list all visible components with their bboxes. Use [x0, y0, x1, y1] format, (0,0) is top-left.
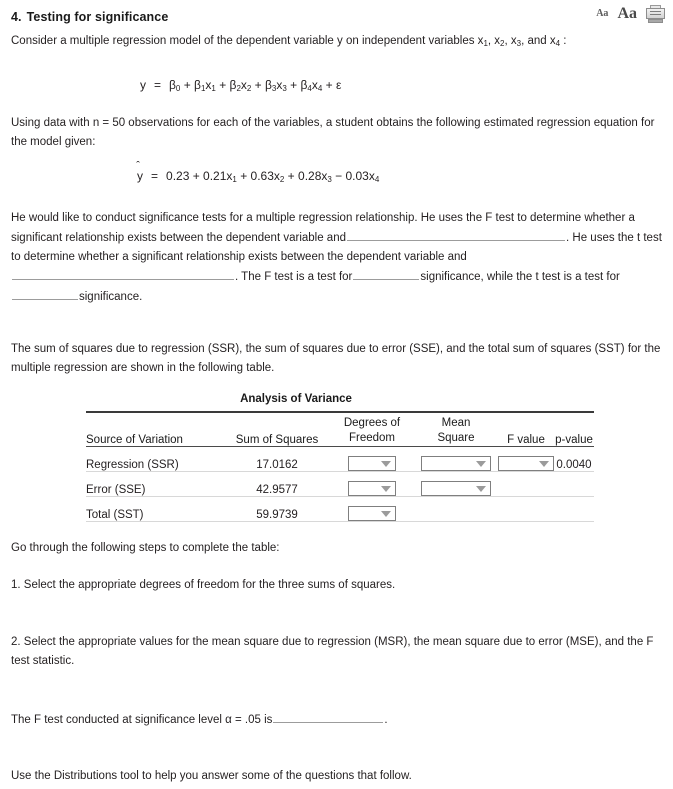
row-total-sst: 59.9739 — [224, 497, 330, 522]
dropdown-f-value[interactable] — [498, 456, 554, 471]
table-row — [86, 472, 594, 497]
step-1: 1. Select the appropriate degrees of freedom for the three sums of squares. — [11, 579, 396, 591]
f-test-conclusion-text: The F test conducted at significance level α = .05 is — [11, 714, 273, 726]
blank-f-test-significance-type[interactable] — [353, 267, 419, 280]
printer-icon-line-2 — [650, 14, 661, 15]
increase-font-size-button[interactable]: Aa — [617, 5, 637, 22]
chevron-down-icon — [539, 461, 549, 467]
header-p-value: p-value — [554, 416, 594, 447]
intro-var-4-sub: 4 — [555, 39, 561, 48]
step-2-line-2: and the F test statistic. — [11, 636, 654, 667]
row-error-p-value-empty — [554, 472, 594, 497]
steps-intro: Go through the following steps to complete the table: — [11, 542, 280, 554]
blanks-line-4-text-b: significance, while the t test is a test — [420, 271, 604, 283]
row-regression-p-value: 0.0040 — [554, 447, 594, 472]
sums-paragraph-line-1: The sum of squares due to regression (SSR), the sum of squares due to error (SSE), and the total sum of squares — [11, 343, 592, 355]
chevron-down-icon — [476, 486, 486, 492]
model-equals: = — [154, 78, 162, 92]
blank-f-test-target[interactable] — [347, 228, 565, 241]
dropdown-error-df[interactable] — [348, 481, 396, 496]
f-test-conclusion-period: . — [384, 714, 388, 726]
intro-var-2-sub: 2 — [500, 39, 505, 48]
row-regression-source: Regression (SSR) — [86, 447, 224, 472]
data-paragraph — [11, 114, 671, 152]
model-lhs: y — [140, 78, 146, 92]
printer-icon-output-tray — [648, 19, 663, 23]
estimated-equals: = — [151, 169, 159, 183]
table-header-row — [86, 416, 594, 447]
blanks-line-5-text-b: significance. — [79, 291, 143, 303]
blanks-line-3-text: He uses the t test to determine whether a significant relationship exists between the dependent variable and — [11, 232, 662, 263]
header-df-line-1: Degrees of — [343, 417, 401, 429]
chevron-down-icon — [381, 461, 391, 467]
blanks-line-4-text-a: . The F test is a test for — [235, 271, 353, 283]
chevron-down-icon — [476, 461, 486, 467]
estimated-regression-equation — [137, 169, 379, 183]
blanks-line-1: He would like to conduct significance tests for a multiple regression relationship. He uses the F test to determine — [11, 212, 582, 224]
anova-table — [86, 411, 594, 522]
f-test-conclusion — [11, 710, 388, 730]
intro-colon: : — [560, 35, 567, 47]
distributions-tool-note: Use the Distributions tool to help you answer some of the questions that follow. — [11, 770, 412, 782]
dropdown-error-mean-square[interactable] — [421, 481, 491, 496]
blank-f-test-conclusion[interactable] — [273, 710, 383, 723]
header-degrees-of-freedom — [330, 416, 414, 447]
blank-t-test-significance-type[interactable] — [12, 287, 78, 300]
table-row — [86, 447, 594, 472]
blanks-line-2-period: . — [566, 232, 570, 244]
dropdown-regression-mean-square[interactable] — [421, 456, 491, 471]
header-mean-square — [414, 416, 498, 447]
header-df-line-2: Freedom — [348, 432, 396, 444]
printer-icon-line-1 — [650, 11, 661, 12]
sums-paragraph-line-2: (SST) for the multiple regression are shown in the following table. — [11, 343, 661, 374]
dropdown-total-df[interactable] — [348, 506, 396, 521]
data-paragraph-line-2: equation for the model given: — [11, 117, 655, 148]
intro-var-1-sub: 1 — [483, 39, 488, 48]
question-header — [0, 0, 673, 34]
header-tools — [596, 5, 665, 23]
dropdown-regression-df[interactable] — [348, 456, 396, 471]
chevron-down-icon — [381, 486, 391, 492]
chevron-down-icon — [381, 511, 391, 517]
row-total-f-value-empty — [498, 497, 554, 522]
page-title — [11, 10, 168, 24]
decrease-font-size-button[interactable]: Aa — [596, 8, 609, 19]
table-row — [86, 497, 594, 522]
question-title-text: Testing for significance — [26, 10, 169, 24]
significance-tests-paragraph — [11, 209, 673, 307]
anova-table-container — [86, 393, 594, 522]
row-regression-ssr: 17.0162 — [224, 447, 330, 472]
row-error-sse: 42.9577 — [224, 472, 330, 497]
header-f-value: F value — [498, 416, 554, 447]
question-number: 4. — [11, 10, 22, 24]
step-2 — [11, 633, 671, 671]
intro-var-3-sub: 3 — [516, 39, 522, 48]
blank-t-test-target[interactable] — [12, 267, 234, 280]
intro-paragraph: Consider a multiple regression model of the dependent variable y on independent variables $x_1$, $x_2$, $x_3$, and $x_4$ : — [11, 35, 567, 48]
population-model-equation — [140, 78, 341, 92]
row-total-source: Total (SST) — [86, 497, 224, 522]
row-total-p-value-empty — [554, 497, 594, 522]
step-2-line-1: 2. Select the appropriate values for the mean square due to regression (MSR), the mean square due to error (MSE), — [11, 636, 602, 648]
header-source-of-variation: Source of Variation — [86, 416, 224, 447]
header-ms-line-2: Square — [437, 432, 475, 444]
row-total-mean-square-empty — [414, 497, 498, 522]
model-rhs: $\beta_0 + \beta_1x_1 + \beta_2x_2 + \beta_3x_3 + \beta_4x_4 + \varepsilon$ — [169, 78, 342, 93]
row-error-f-value-empty — [498, 472, 554, 497]
estimated-lhs: y — [137, 169, 143, 183]
blanks-line-5-text-a: for — [606, 271, 620, 283]
header-ms-line-1: Mean — [441, 417, 471, 429]
printer-icon[interactable] — [646, 5, 665, 23]
header-sum-of-squares: Sum of Squares — [224, 416, 330, 447]
estimated-rhs: $0.23 + 0.21x_1 + 0.63x_2 + 0.28x_3 - 0.03x_4$ — [166, 169, 380, 184]
anova-table-caption: Analysis of Variance — [240, 393, 352, 405]
data-paragraph-line-1: Using data with n = 50 observations for each of the variables, a student obtains the following estimated regression — [11, 117, 591, 129]
row-error-source: Error (SSE) — [86, 472, 224, 497]
sums-of-squares-paragraph — [11, 340, 671, 378]
intro-text-before: Consider a multiple regression model of the dependent variable y on independent variables x — [11, 35, 484, 47]
blanks-line-2-text: whether a significant relationship exists between the dependent variable and — [11, 212, 635, 244]
